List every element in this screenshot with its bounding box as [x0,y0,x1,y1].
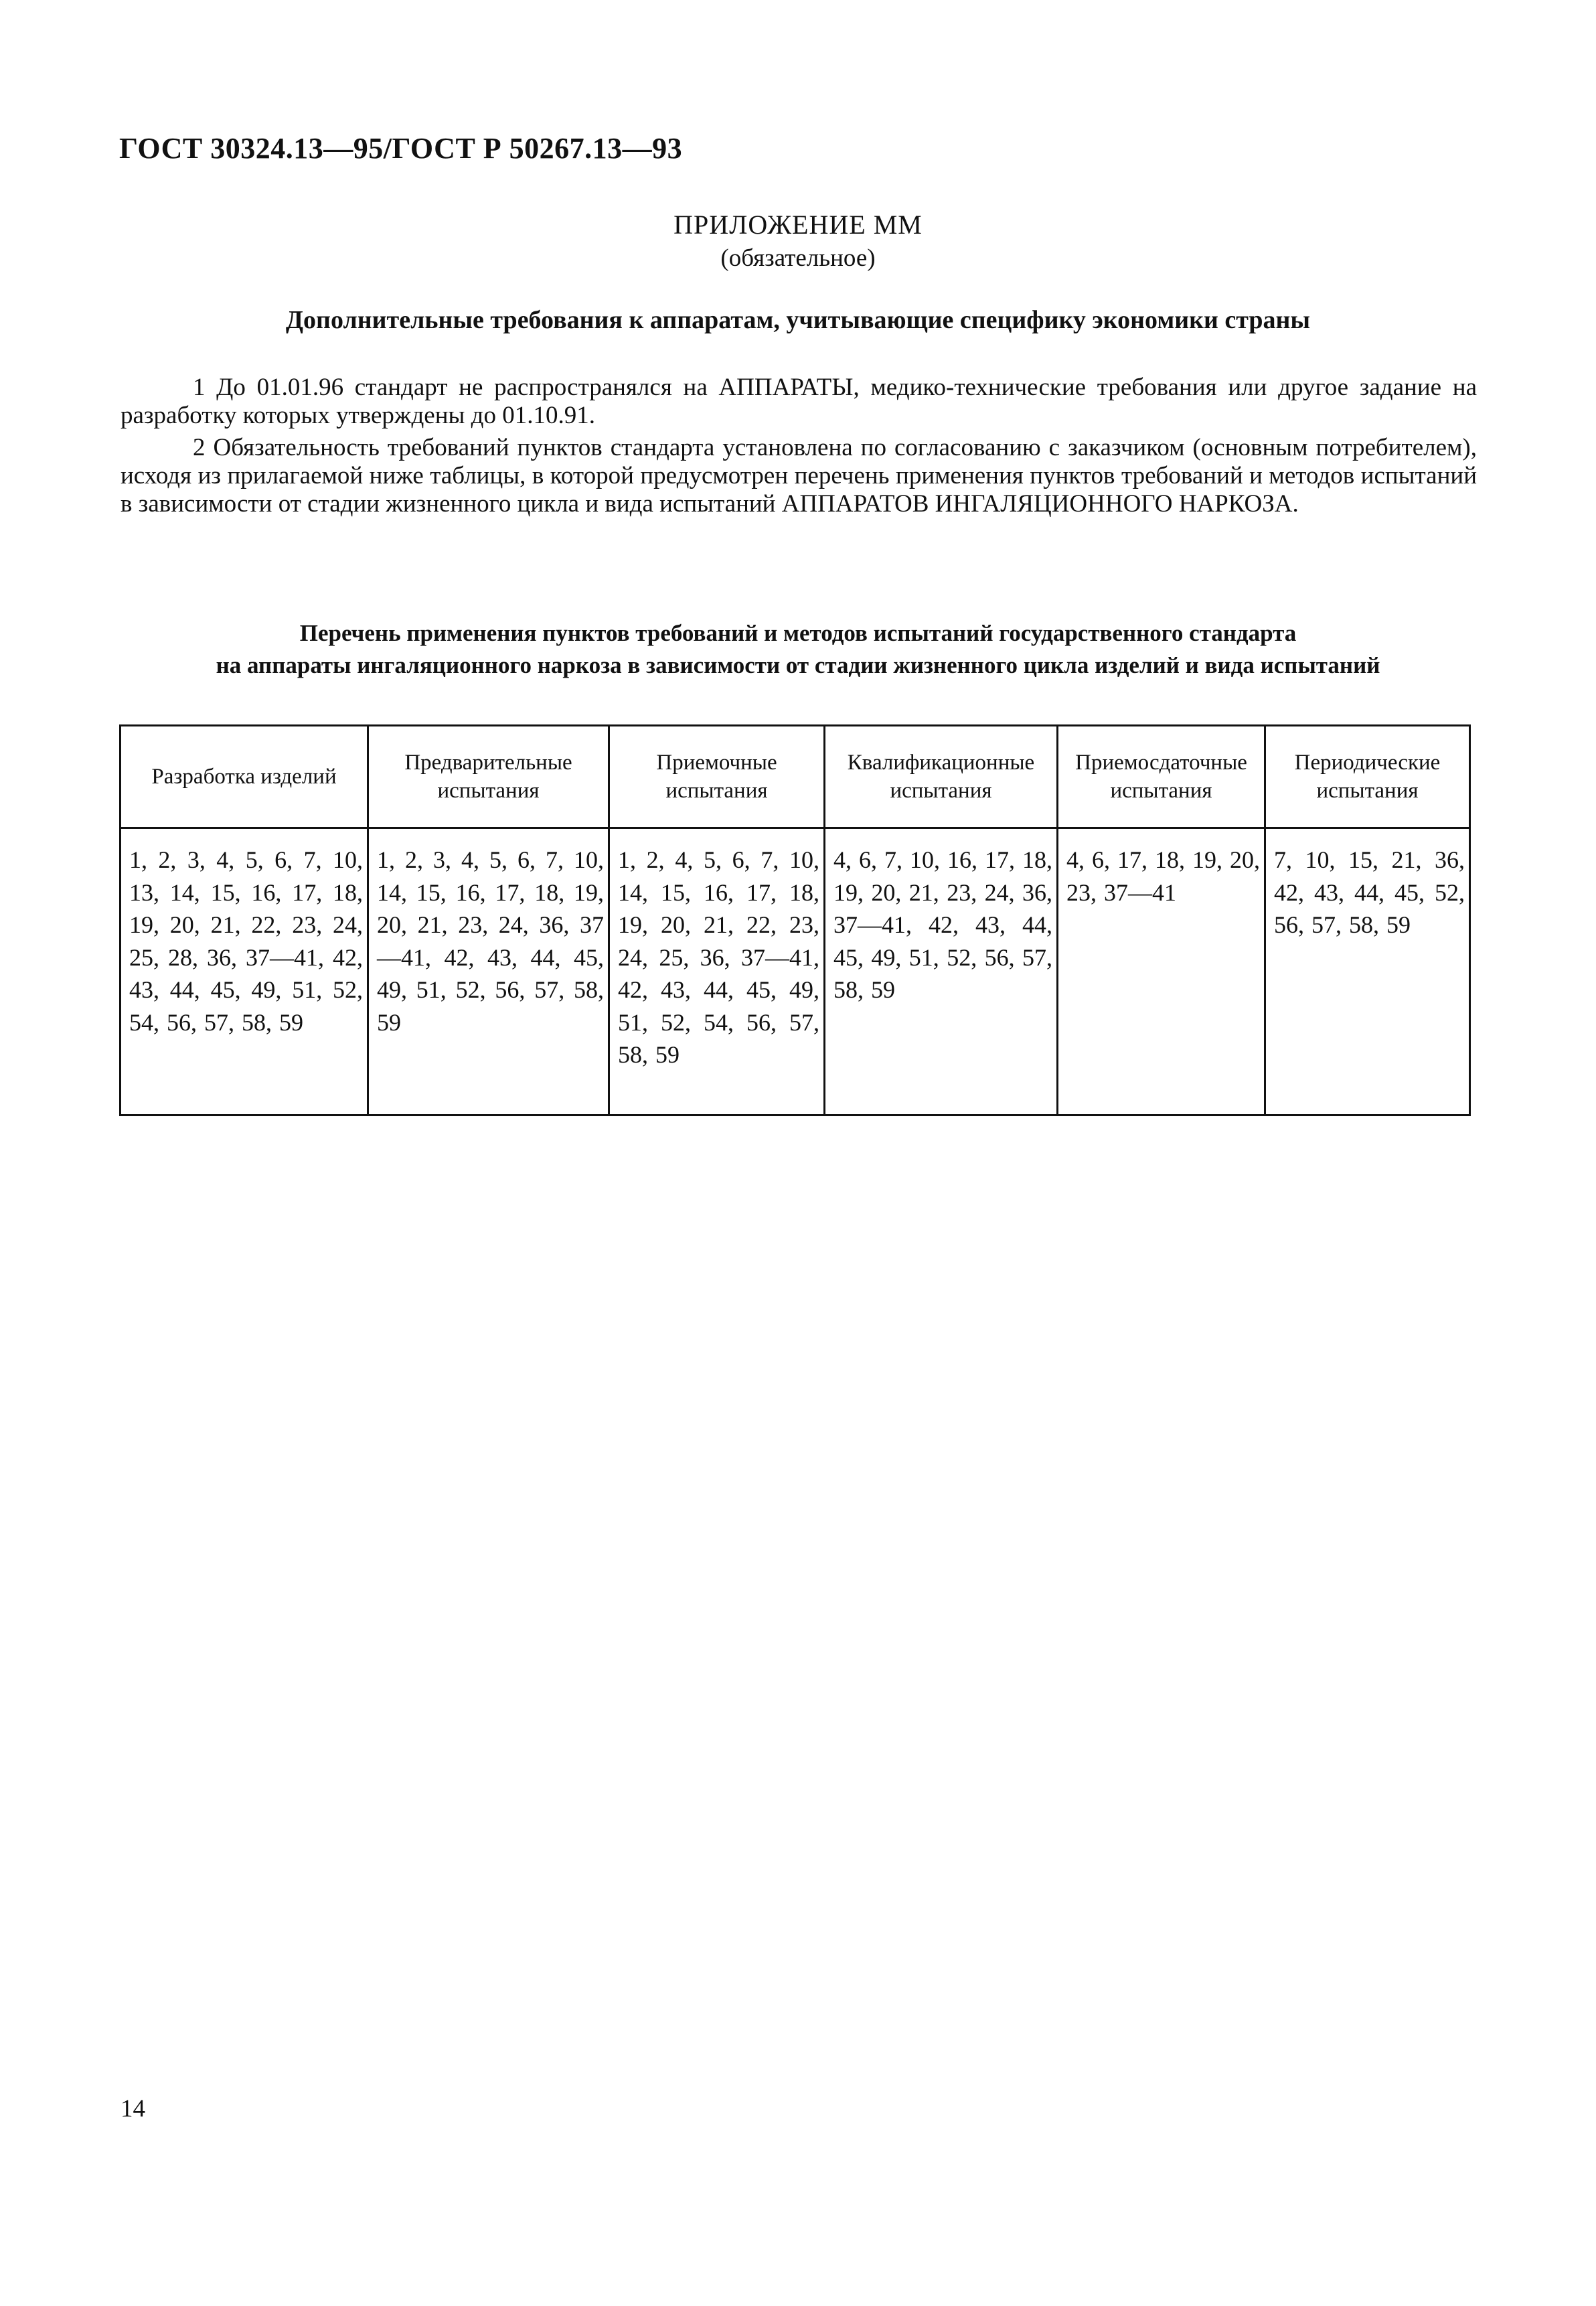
document-code: ГОСТ 30324.13—95/ГОСТ Р 50267.13—93 [119,132,683,165]
appendix-title: ПРИЛОЖЕНИЕ ММ [673,210,923,240]
section-heading: Дополнительные требования к аппаратам, учитывающие специфику экономики страны [285,306,1311,334]
column-header-development: Разработка изделий [121,726,368,828]
paragraph-1: 1 До 01.01.96 стандарт не распространялся на АППАРАТЫ, медико-технические требования или другое задание на разработку которых утверждены до 01.10.91. [121,374,1477,429]
column-header-periodic-tests: Периодические испытания [1265,726,1470,828]
appendix-note: (обязательное) [720,244,876,272]
column-header-delivery-tests: Приемосдаточные испытания [1058,726,1265,828]
table-heading [80,617,1516,682]
requirements-table [119,724,1471,1116]
column-header-qualification-tests: Квалификационные испытания [825,726,1058,828]
column-header-preliminary-tests: Предварительные испытания [368,726,609,828]
table-row [121,828,1470,1116]
cell-delivery-tests: 4, 6, 17, 18, 19, 20, 23, 37—41 [1058,828,1265,1116]
paragraph-2: 2 Обязательность требований пунктов стандарта установлена по согласованию с заказчиком (основным потребителем), исходя из прилагаемой ниже таблицы, в которой предусмотрен перечень применения пунктов требований и методов испытаний в зависимости от стадии жизненного цикла и вида испытаний АППАРАТОВ ИНГАЛЯЦИОННОГО НАРКОЗА. [121,434,1477,518]
table-heading-line-2: на аппараты ингаляционного наркоза в зависимости от стадии жизненного цикла изделий и вида испытаний [216,652,1380,678]
cell-acceptance-tests: 1, 2, 4, 5, 6, 7, 10, 14, 15, 16, 17, 18, 19, 20, 21, 22, 23, 24, 25, 36, 37—41, 42, 43, 44, 45, 49, 51, 52, 54, 56, 57, 58, 59 [609,828,825,1116]
page-number: 14 [121,2095,145,2123]
cell-development: 1, 2, 3, 4, 5, 6, 7, 10, 13, 14, 15, 16, 17, 18, 19, 20, 21, 22, 23, 24, 25, 28, 36, 37—41, 42, 43, 44, 45, 49, 51, 52, 54, 56, 57, 58, 59 [121,828,368,1116]
cell-periodic-tests: 7, 10, 15, 21, 36, 42, 43, 44, 45, 52, 56, 57, 58, 59 [1265,828,1470,1116]
table-header-row [121,726,1470,828]
column-header-acceptance-tests: Приемочные испытания [609,726,825,828]
table-heading-line-1: Перечень применения пунктов требований и методов испытаний государственного стандарта [299,620,1297,646]
cell-qualification-tests: 4, 6, 7, 10, 16, 17, 18, 19, 20, 21, 23, 24, 36, 37—41, 42, 43, 44, 45, 49, 51, 52, 56, 57, 58, 59 [825,828,1058,1116]
cell-preliminary-tests: 1, 2, 3, 4, 5, 6, 7, 10, 14, 15, 16, 17, 18, 19, 20, 21, 23, 24, 36, 37—41, 42, 43, 44, 45, 49, 51, 52, 56, 57, 58, 59 [368,828,609,1116]
